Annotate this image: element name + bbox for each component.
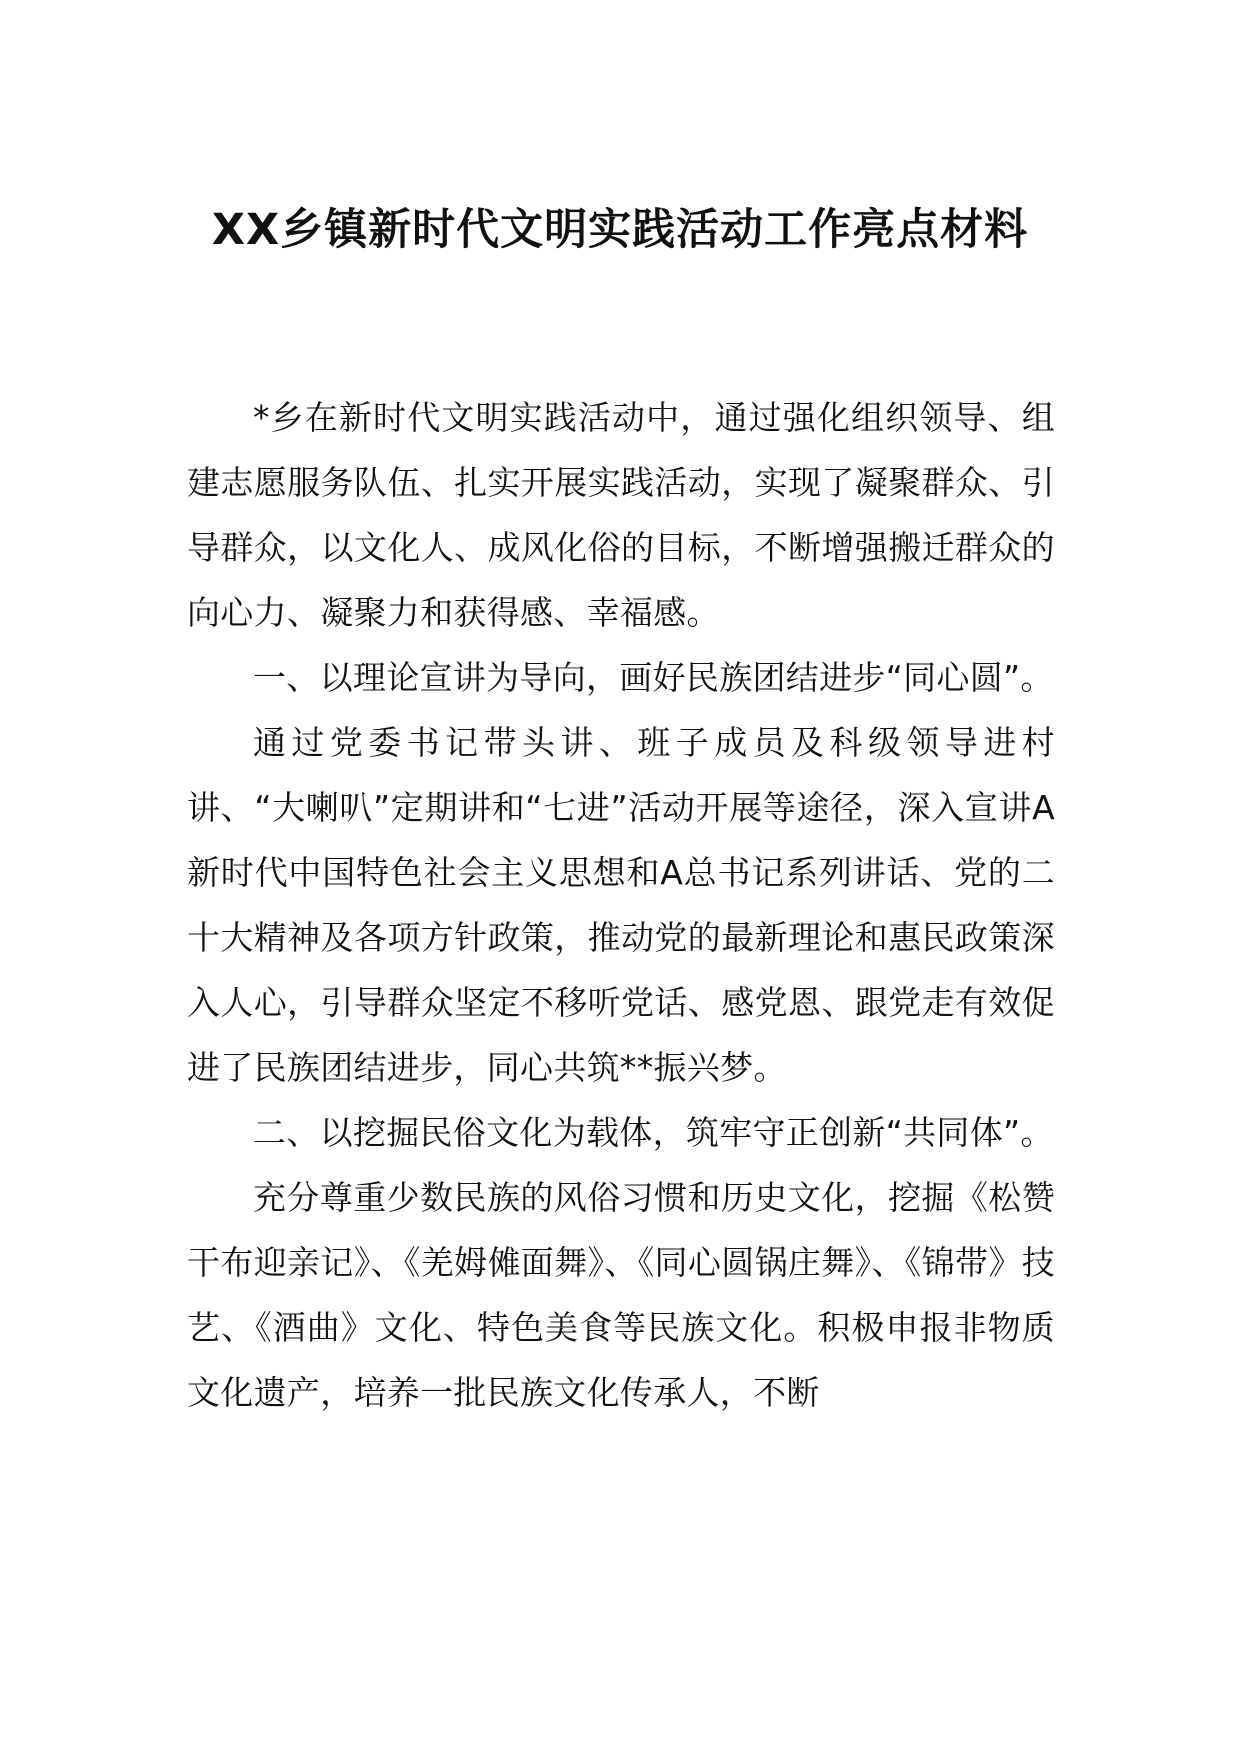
section-heading-2: 二、以挖掘民俗文化为载体，筑牢守正创新“共同体”。 bbox=[253, 1113, 1054, 1152]
document-title: XX乡镇新时代文明实践活动工作亮点材料 bbox=[211, 205, 1029, 255]
section-paragraph-1: 通过党委书记带头讲、班子成员及科级领导进村讲、“大喇叭”定期讲和“七进”活动开展等途径，深入宣讲A新时代中国特色社会主义思想和A总书记系列讲话、党的二十大精神及各项方针政策，推动党的最新理论和惠民政策深入人心，引导群众坚定不移听党话、感党恩、跟党走有效促进了民族团结进步，同心共筑**振兴梦。 bbox=[187, 723, 1055, 1087]
intro-paragraph: *乡在新时代文明实践活动中，通过强化组织领导、组建志愿服务队伍、扎实开展实践活动，实现了凝聚群众、引导群众，以文化人、成风化俗的目标，不断增强搬迁群众的向心力、凝聚力和获得感、幸福感。 bbox=[187, 398, 1055, 632]
section-heading-1: 一、以理论宣讲为导向，画好民族团结进步“同心圆”。 bbox=[253, 658, 1054, 697]
document-body bbox=[187, 385, 1055, 1425]
section-paragraph-2: 充分尊重少数民族的风俗习惯和历史文化，挖掘《松赞干布迎亲记》、《羌姆傩面舞》、《同心圆锅庄舞》、《锦带》技艺、《酒曲》文化、特色美食等民族文化。积极申报非物质文化遗产，培养一批民族文化传承人，不断 bbox=[187, 1178, 1055, 1412]
